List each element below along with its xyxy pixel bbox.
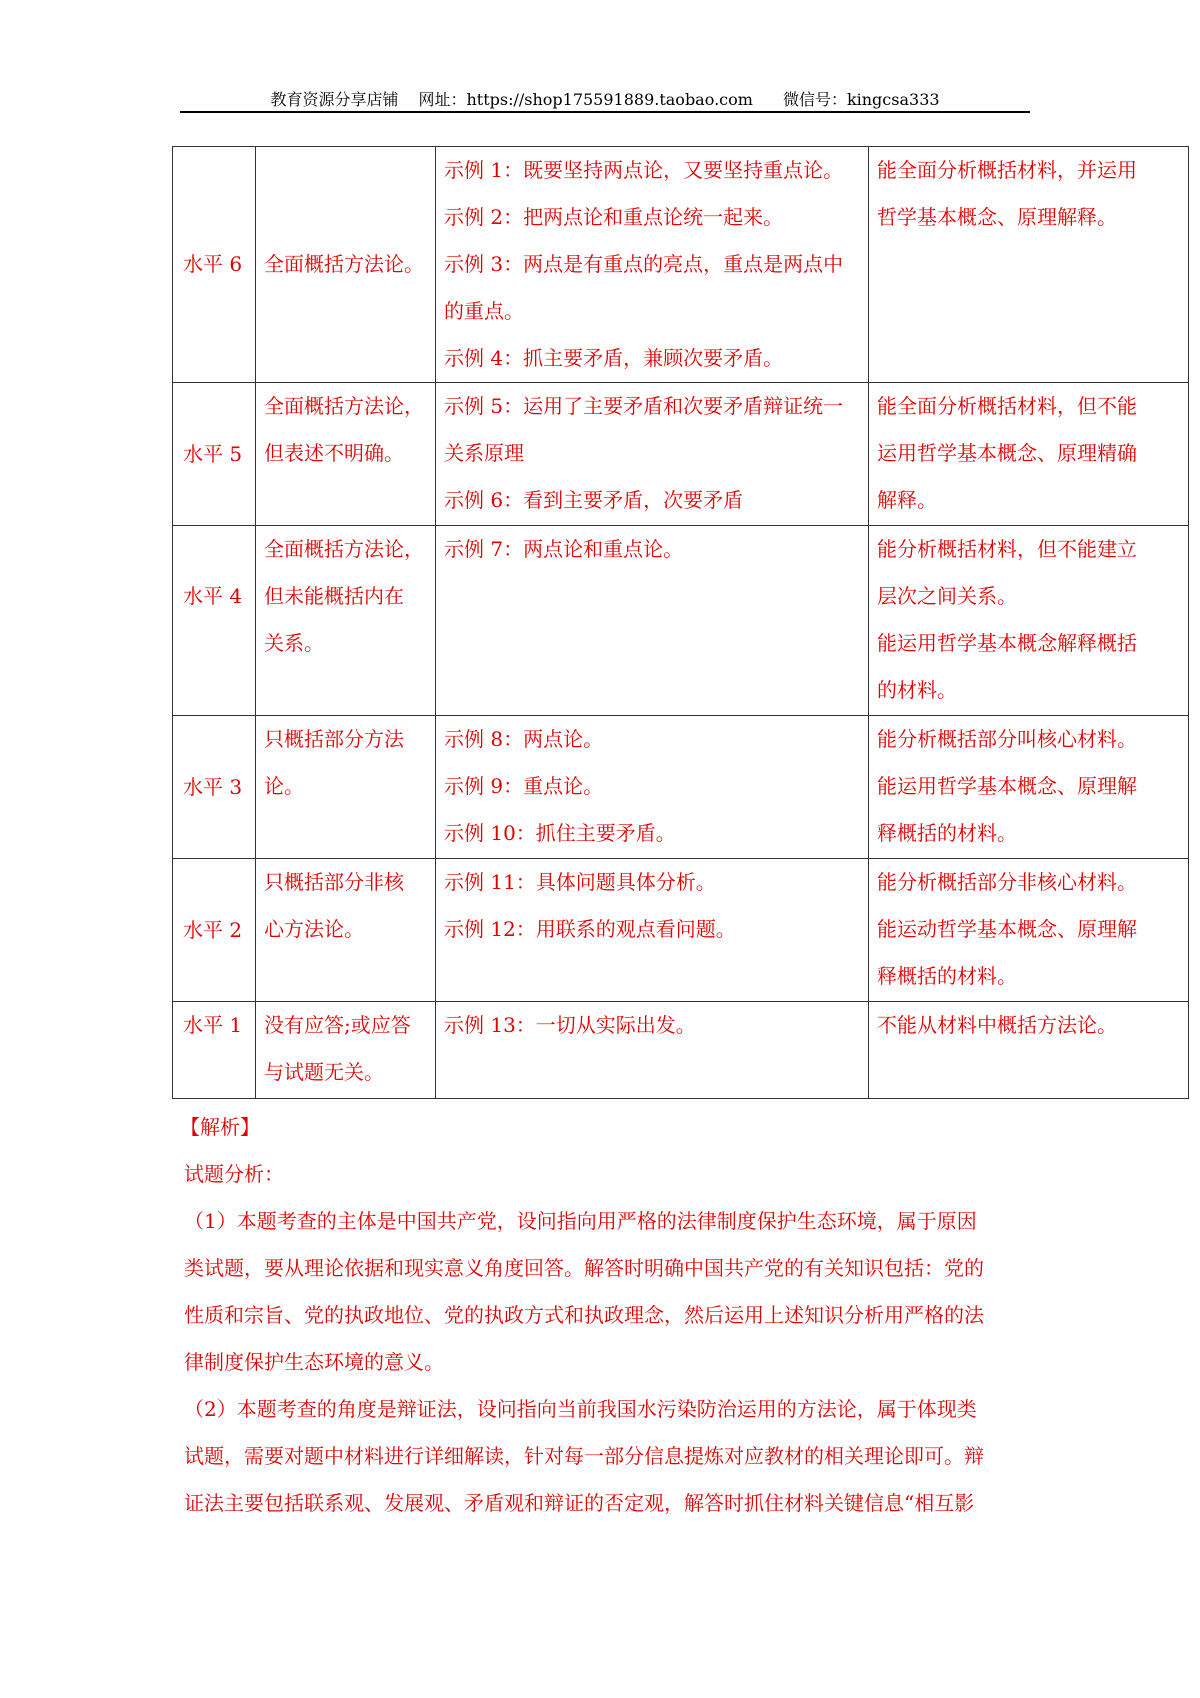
example-line: 示例 5：运用了主要矛盾和次要矛盾辩证统一	[444, 394, 844, 418]
example-line: 示例 2：把两点论和重点论统一起来。	[444, 205, 784, 229]
ability-line: 能分析概括部分非核心材料。	[877, 870, 1137, 894]
ability-cell	[869, 526, 1189, 716]
ability-line: 层次之间关系。	[877, 584, 1017, 608]
analysis-subheading: 试题分析：	[184, 1162, 284, 1186]
examples-cell	[436, 716, 869, 859]
analysis-heading: 【解析】	[180, 1115, 260, 1139]
ability-line: 释概括的材料。	[877, 964, 1017, 988]
ability-cell	[869, 859, 1189, 1002]
analysis-para1-line: 类试题，要从理论依据和现实意义角度回答。解答时明确中国共产党的有关知识包括：党的	[184, 1256, 984, 1280]
criteria-line: 只概括部分方法	[264, 727, 404, 751]
example-line: 示例 13：一切从实际出发。	[444, 1013, 696, 1037]
table-row	[173, 716, 1189, 859]
ability-line: 能运用哲学基本概念解释概括	[877, 631, 1137, 655]
ability-line: 能运动哲学基本概念、原理解	[877, 917, 1137, 941]
criteria-cell	[256, 526, 436, 716]
table-row	[173, 147, 1189, 383]
ability-line: 的材料。	[877, 678, 957, 702]
criteria-line: 心方法论。	[264, 917, 364, 941]
analysis-para1-line: 性质和宗旨、党的执政地位、党的执政方式和执政理念，然后运用上述知识分析用严格的法	[184, 1303, 984, 1327]
table-row	[173, 859, 1189, 1002]
level-cell: 水平 6	[173, 147, 256, 383]
example-line: 示例 9：重点论。	[444, 774, 604, 798]
ability-line: 能分析概括材料，但不能建立	[877, 537, 1137, 561]
example-line: 示例 6：看到主要矛盾，次要矛盾	[444, 488, 744, 512]
examples-cell	[436, 147, 869, 383]
header-url[interactable]: 网址：https://shop175591889.taobao.com	[418, 90, 753, 109]
ability-cell	[869, 1002, 1189, 1099]
table-row	[173, 1002, 1189, 1099]
example-line: 示例 11：具体问题具体分析。	[444, 870, 716, 894]
scoring-rubric-table	[172, 146, 1189, 1099]
example-line: 示例 1：既要坚持两点论，又要坚持重点论。	[444, 158, 844, 182]
examples-cell	[436, 383, 869, 526]
criteria-line: 只概括部分非核	[264, 870, 404, 894]
example-line: 示例 10：抓住主要矛盾。	[444, 821, 676, 845]
example-line: 示例 12：用联系的观点看问题。	[444, 917, 736, 941]
criteria-cell	[256, 383, 436, 526]
criteria-line: 全面概括方法论，	[264, 394, 424, 418]
ability-cell	[869, 147, 1189, 383]
analysis-section	[180, 1104, 1030, 1527]
example-line: 的重点。	[444, 299, 524, 323]
level-cell: 水平 4	[173, 526, 256, 716]
criteria-line: 全面概括方法论。	[264, 252, 424, 276]
analysis-para2-line: 试题，需要对题中材料进行详细解读，针对每一部分信息提炼对应教材的相关理论即可。辩	[184, 1444, 984, 1468]
ability-line: 哲学基本概念、原理解释。	[877, 205, 1117, 229]
example-line: 示例 7：两点论和重点论。	[444, 537, 684, 561]
ability-line: 释概括的材料。	[877, 821, 1017, 845]
header-shop-name: 教育资源分享店铺	[270, 90, 399, 109]
analysis-para1-line: 律制度保护生态环境的意义。	[184, 1350, 444, 1374]
criteria-cell	[256, 716, 436, 859]
analysis-para2-line: 证法主要包括联系观、发展观、矛盾观和辩证的否定观，解答时抓住材料关键信息“相互影	[184, 1491, 975, 1515]
criteria-line: 但表述不明确。	[264, 441, 404, 465]
examples-cell	[436, 859, 869, 1002]
criteria-cell	[256, 859, 436, 1002]
level-cell: 水平 5	[173, 383, 256, 526]
criteria-line: 关系。	[264, 631, 324, 655]
ability-cell	[869, 383, 1189, 526]
ability-line: 能分析概括部分叫核心材料。	[877, 727, 1137, 751]
level-cell: 水平 2	[173, 859, 256, 1002]
examples-cell	[436, 526, 869, 716]
analysis-para1-line: （1）本题考查的主体是中国共产党，设问指向用严格的法律制度保护生态环境，属于原因	[184, 1209, 977, 1233]
header-wechat: 微信号：kingcsa333	[782, 90, 940, 109]
level-cell: 水平 1	[173, 1002, 256, 1099]
header-divider	[180, 111, 1030, 113]
criteria-cell	[256, 1002, 436, 1099]
criteria-line: 全面概括方法论，	[264, 537, 424, 561]
ability-line: 解释。	[877, 488, 937, 512]
example-line: 示例 3：两点是有重点的亮点，重点是两点中	[444, 252, 844, 276]
criteria-line: 没有应答;或应答	[264, 1013, 411, 1037]
criteria-line: 与试题无关。	[264, 1060, 384, 1084]
criteria-cell	[256, 147, 436, 383]
example-line: 示例 4：抓主要矛盾，兼顾次要矛盾。	[444, 346, 784, 370]
table-row	[173, 383, 1189, 526]
criteria-line: 但未能概括内在	[264, 584, 404, 608]
example-line: 关系原理	[444, 441, 524, 465]
ability-line: 能全面分析概括材料，但不能	[877, 394, 1137, 418]
table-row	[173, 526, 1189, 716]
examples-cell	[436, 1002, 869, 1099]
ability-line: 不能从材料中概括方法论。	[877, 1013, 1117, 1037]
criteria-line: 论。	[264, 774, 304, 798]
level-cell: 水平 3	[173, 716, 256, 859]
ability-line: 能全面分析概括材料，并运用	[877, 158, 1137, 182]
analysis-para2-line: （2）本题考查的角度是辩证法，设问指向当前我国水污染防治运用的方法论，属于体现类	[184, 1397, 977, 1421]
ability-cell	[869, 716, 1189, 859]
ability-line: 运用哲学基本概念、原理精确	[877, 441, 1137, 465]
page-header	[180, 86, 1030, 114]
ability-line: 能运用哲学基本概念、原理解	[877, 774, 1137, 798]
example-line: 示例 8：两点论。	[444, 727, 604, 751]
